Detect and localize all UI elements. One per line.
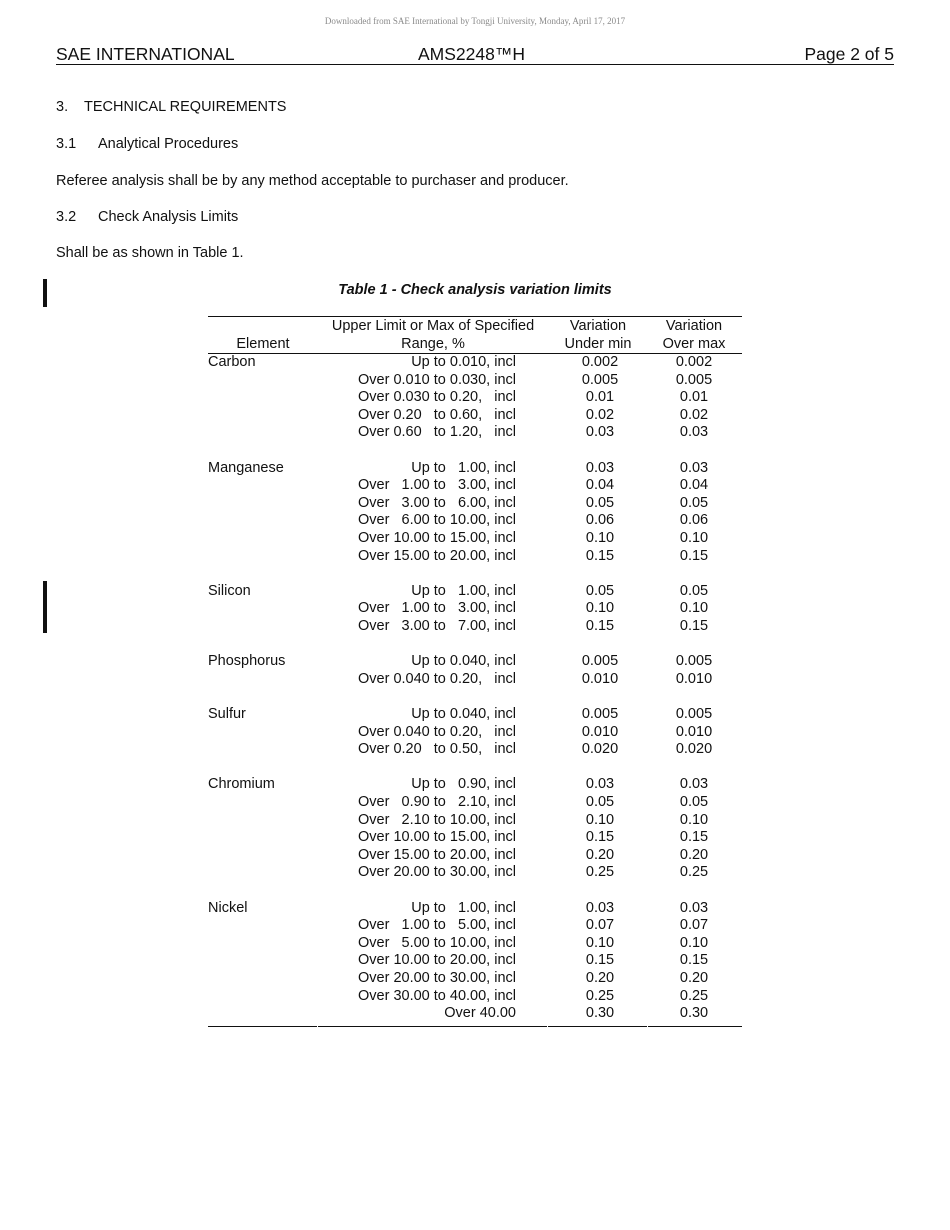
over-max-cell: 0.010 [675,670,713,687]
over-max-cell: 0.005 [675,653,713,670]
under-min-cell: 0.15 [585,618,615,634]
range-cell: Over 3.00 to 7.00, incl [358,618,516,634]
under-min-cell: 0.30 [585,1005,615,1022]
element-name: Carbon [208,354,256,370]
range-cell: Over 20.00 to 30.00, incl [358,864,516,881]
section-3-2-heading [56,208,238,226]
over-max-cell: 0.25 [679,864,709,881]
over-max-cell: 0.05 [679,794,709,810]
under-min-cell: 0.03 [585,459,615,476]
range-cell: Up to 1.00, incl [411,582,516,599]
range-cell: Over 40.00 [444,1005,516,1022]
section-number: 3.1 [56,136,77,152]
section-3-heading [56,98,286,116]
section-number: 3. [56,99,69,115]
header-range-line-1: Upper Limit or Max of Specified [331,318,535,334]
range-cell: Over 10.00 to 15.00, incl [358,530,516,546]
element-name: Manganese [208,459,284,476]
range-cell: Over 0.010 to 0.030, incl [358,371,516,388]
range-cell: Over 0.20 to 0.50, incl [358,741,516,758]
range-cell: Over 2.10 to 10.00, incl [358,811,516,828]
table-top-rule [208,316,742,317]
under-min-cell: 0.002 [581,354,619,370]
over-max-cell: 0.03 [679,459,709,476]
change-bar [43,581,47,633]
range-cell: Up to 0.040, incl [411,653,516,670]
under-min-cell: 0.20 [585,970,615,986]
header-max-line-1: Variation [665,318,723,334]
over-max-cell: 0.15 [679,829,709,846]
over-max-cell: 0.30 [679,1005,709,1022]
under-min-cell: 0.15 [585,952,615,969]
range-cell: Over 1.00 to 3.00, incl [358,477,516,494]
under-min-cell: 0.010 [581,670,619,687]
element-name: Phosphorus [208,653,286,670]
under-min-cell: 0.20 [585,846,615,863]
range-cell: Over 0.20 to 0.60, incl [358,406,516,423]
element-name: Nickel [208,899,248,916]
header-element: Element [236,336,290,352]
range-cell: Over 5.00 to 10.00, incl [358,934,516,951]
element-name: Silicon [208,582,251,599]
over-max-cell: 0.04 [679,477,709,494]
header-range-line-2: Range, % [401,336,465,352]
under-min-cell: 0.01 [585,389,615,406]
range-cell: Over 0.040 to 0.20, incl [358,670,516,687]
under-min-cell: 0.010 [581,723,619,740]
header-min-line-2: Under min [564,336,632,352]
over-max-cell: 0.02 [679,406,709,423]
over-max-cell: 0.06 [679,512,709,529]
range-cell: Over 6.00 to 10.00, incl [358,512,516,529]
section-title: Analytical Procedures [98,136,239,152]
under-min-cell: 0.10 [585,811,615,828]
over-max-cell: 0.20 [679,846,709,863]
element-name: Chromium [208,776,275,793]
over-max-cell: 0.03 [679,424,709,441]
table-bottom-rule [208,1026,742,1027]
over-max-cell: 0.005 [675,371,713,388]
range-cell: Over 30.00 to 40.00, incl [358,987,516,1004]
over-max-cell: 0.01 [679,389,709,406]
column-gap [647,1024,648,1028]
over-max-cell: 0.05 [679,494,709,511]
under-min-cell: 0.020 [581,741,619,758]
range-cell: Over 0.60 to 1.20, incl [358,424,516,441]
header-document-number: AMS2248™H [418,44,525,64]
over-max-cell: 0.10 [679,530,709,546]
under-min-cell: 0.25 [585,987,615,1004]
under-min-cell: 0.15 [585,547,615,564]
range-cell: Over 0.040 to 0.20, incl [358,723,516,740]
under-min-cell: 0.03 [585,776,615,793]
under-min-cell: 0.25 [585,864,615,881]
section-3-1-body: Referee analysis shall be by any method acceptable to purchaser and producer. [56,173,569,189]
under-min-cell: 0.05 [585,494,615,511]
range-cell: Over 1.00 to 5.00, incl [358,917,516,934]
range-cell: Over 20.00 to 30.00, incl [358,970,516,986]
range-cell: Up to 1.00, incl [411,899,516,916]
range-cell: Over 10.00 to 15.00, incl [358,829,516,846]
under-min-cell: 0.04 [585,477,615,494]
header-max-line-2: Over max [662,336,726,352]
over-max-cell: 0.15 [679,618,709,634]
under-min-cell: 0.06 [585,512,615,529]
element-name: Sulfur [208,706,246,722]
header-page-number: Page 2 of 5 [804,44,894,64]
range-cell: Over 0.90 to 2.10, incl [358,794,516,810]
over-max-cell: 0.002 [675,354,713,370]
column-gap [317,1024,318,1028]
over-max-cell: 0.15 [679,952,709,969]
under-min-cell: 0.15 [585,829,615,846]
range-cell: Over 1.00 to 3.00, incl [358,600,516,617]
range-cell: Over 15.00 to 20.00, incl [358,846,516,863]
over-max-cell: 0.20 [679,970,709,986]
under-min-cell: 0.07 [585,917,615,934]
over-max-cell: 0.15 [679,547,709,564]
table-caption: Table 1 - Check analysis variation limits [338,282,612,298]
under-min-cell: 0.005 [581,653,619,670]
over-max-cell: 0.07 [679,917,709,934]
range-cell: Over 3.00 to 6.00, incl [358,494,516,511]
over-max-cell: 0.10 [679,600,709,617]
under-min-cell: 0.03 [585,424,615,441]
under-min-cell: 0.005 [581,371,619,388]
over-max-cell: 0.005 [675,706,713,722]
column-gap [547,1024,548,1028]
under-min-cell: 0.10 [585,934,615,951]
section-3-2-body: Shall be as shown in Table 1. [56,245,244,261]
range-cell: Over 0.030 to 0.20, incl [358,389,516,406]
range-cell: Up to 0.040, incl [411,706,516,722]
section-title: Check Analysis Limits [98,209,239,225]
under-min-cell: 0.10 [585,600,615,617]
section-3-1-heading [56,135,238,153]
range-cell: Up to 1.00, incl [411,459,516,476]
header-min-line-1: Variation [569,318,627,334]
over-max-cell: 0.25 [679,987,709,1004]
over-max-cell: 0.03 [679,776,709,793]
header-publisher: SAE INTERNATIONAL [56,44,235,64]
section-title: TECHNICAL REQUIREMENTS [84,99,287,115]
under-min-cell: 0.05 [585,582,615,599]
over-max-cell: 0.020 [675,741,713,758]
under-min-cell: 0.05 [585,794,615,810]
page-header [56,44,894,65]
over-max-cell: 0.10 [679,934,709,951]
range-cell: Over 15.00 to 20.00, incl [358,547,516,564]
range-cell: Over 10.00 to 20.00, incl [358,952,516,969]
under-min-cell: 0.03 [585,899,615,916]
range-cell: Up to 0.90, incl [411,776,516,793]
over-max-cell: 0.05 [679,582,709,599]
download-notice: Downloaded from SAE International by Tongji University, Monday, April 17, 2017 [324,16,626,26]
over-max-cell: 0.010 [675,723,713,740]
section-number: 3.2 [56,209,77,225]
under-min-cell: 0.005 [581,706,619,722]
under-min-cell: 0.10 [585,530,615,546]
over-max-cell: 0.03 [679,899,709,916]
over-max-cell: 0.10 [679,811,709,828]
range-cell: Up to 0.010, incl [411,354,516,370]
under-min-cell: 0.02 [585,406,615,423]
